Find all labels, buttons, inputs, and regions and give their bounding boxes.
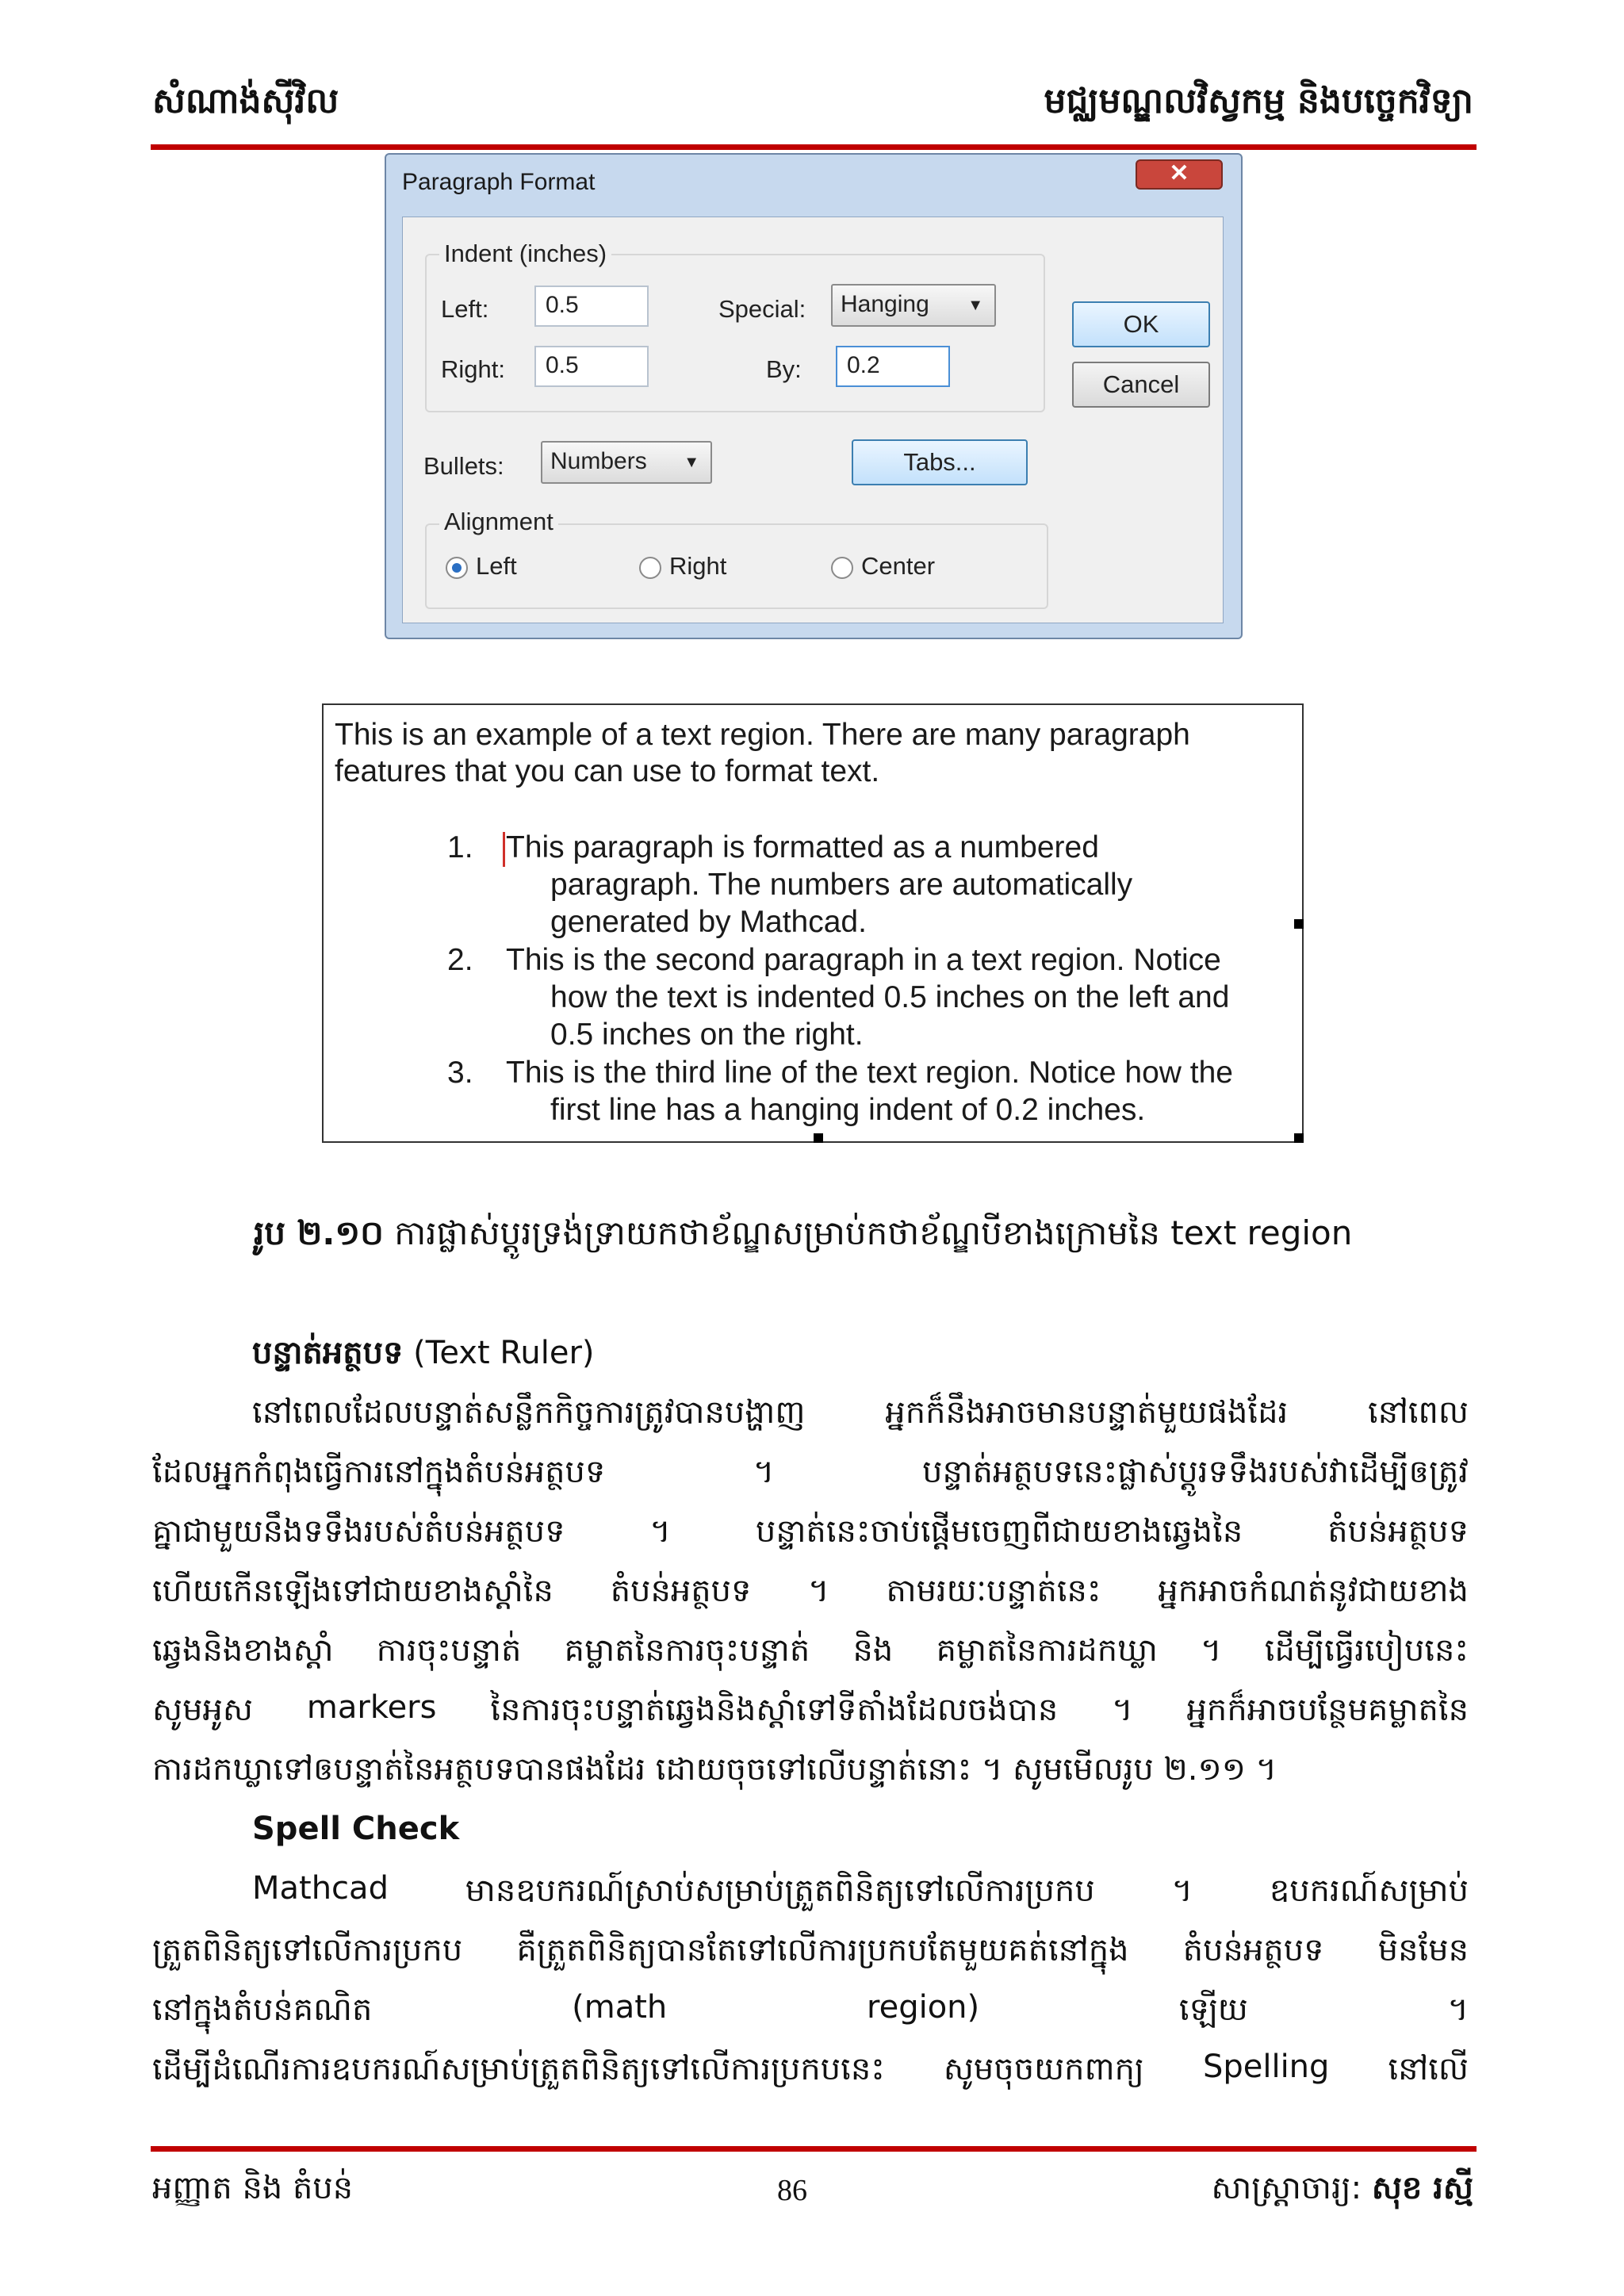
special-dropdown-value: Hanging xyxy=(841,291,929,317)
chevron-down-icon: ▼ xyxy=(684,454,699,471)
text-run: អ្នកក៏នឹងអាចមានបន្ទាត់មួយផងដែរ xyxy=(885,1394,1289,1431)
text-cursor xyxy=(503,832,505,867)
figure-caption-text: ការផ្លាស់ប្តូរទ្រង់ទ្រាយកថាខ័ណ្ឌសម្រាប់កថាខ័ណ្ឌបីខាងក្រោមនៃ text region xyxy=(383,1213,1353,1252)
text-run: ។ xyxy=(1201,1632,1222,1669)
left-indent-field[interactable]: 0.5 xyxy=(534,286,649,327)
paragraph-line xyxy=(152,1930,1469,1976)
text-run: ហើយកើនឡើងទៅជាយខាងស្តាំនៃ xyxy=(152,1573,553,1609)
paragraph-line xyxy=(152,1451,1469,1498)
intro-line-1: This is an example of a text region. There are many paragraph xyxy=(335,718,1190,752)
text-run: គឺត្រួតពិនិត្យបានតែទៅលើការប្រកបតែមួយគត់នៅក្នុង xyxy=(516,1932,1129,1968)
dialog-title: Paragraph Format xyxy=(402,169,596,195)
text-run: ឡើយ xyxy=(1178,1991,1248,2028)
footer-right xyxy=(1211,2168,1473,2214)
special-label: Special: xyxy=(718,295,806,323)
text-run: ដើម្បីធ្វើរបៀបនេះ xyxy=(1264,1632,1469,1669)
list-item-line: This is the second paragraph in a text region. Notice xyxy=(506,943,1221,977)
dialog-body xyxy=(402,217,1224,623)
right-indent-field[interactable]: 0.5 xyxy=(534,346,649,387)
text-run: ការចុះបន្ទាត់ xyxy=(376,1632,522,1669)
list-item-line: This paragraph is formatted as a numbered xyxy=(506,830,1099,864)
list-item-line: generated by Mathcad. xyxy=(550,905,867,939)
bullets-label: Bullets: xyxy=(423,452,504,480)
text-run: Spelling xyxy=(1202,2049,1330,2085)
text-run: ឆ្វេងនិងខាងស្តាំ xyxy=(152,1632,334,1669)
list-item-line: 0.5 inches on the right. xyxy=(550,1018,864,1052)
text-run: តំបន់អត្ថបទ xyxy=(1182,1932,1324,1968)
text-run: អ្នកក៏អាចបន្ថែមគម្លាតនៃ xyxy=(1186,1692,1469,1728)
align-center-label: Center xyxy=(861,552,936,580)
right-indent-label: Right: xyxy=(441,355,505,383)
paragraph-line xyxy=(152,1511,1469,1558)
figure-label: រូប ២.១០ xyxy=(254,1213,384,1252)
text-run: នៃការចុះបន្ទាត់ឆ្វេងនិងស្តាំទៅទីតាំងដែលចង់បាន xyxy=(490,1692,1059,1728)
text-run: តំបន់អត្ថបទ xyxy=(610,1573,752,1609)
list-number: 1. xyxy=(447,830,473,864)
text-run: គម្លាតនៃការចុះបន្ទាត់ xyxy=(564,1632,810,1669)
example-text-region[interactable] xyxy=(322,703,1304,1143)
text-run: គម្លាតនៃការដកឃ្លា xyxy=(936,1632,1158,1669)
list-item-line: how the text is indented 0.5 inches on the left and xyxy=(550,980,1230,1014)
bullets-dropdown[interactable] xyxy=(541,441,712,484)
text-run: ត្រួតពិនិត្យទៅលើការប្រកប xyxy=(152,1932,463,1968)
paragraph-line xyxy=(152,1749,1469,1796)
left-indent-label: Left: xyxy=(441,295,489,323)
indent-group xyxy=(425,254,1045,412)
by-field[interactable]: 0.2 xyxy=(836,346,950,387)
paragraph-line xyxy=(152,1689,1469,1736)
resize-handle[interactable] xyxy=(814,1133,823,1143)
text-run: ។ xyxy=(808,1573,829,1609)
text-run: ដែលអ្នកកំពុងធ្វើការនៅក្នុងតំបន់អត្ថបទ xyxy=(152,1454,606,1490)
text-run: region) xyxy=(867,1989,980,2026)
text-run: អ្នកអាចកំណត់នូវជាយខាង xyxy=(1158,1573,1469,1609)
header-right-title: មជ្ឈមណ្ឌលវិស្វកម្ម និងបច្ចេកវិទ្យា xyxy=(1044,81,1473,121)
close-button[interactable] xyxy=(1136,159,1223,190)
text-run: ។ xyxy=(753,1454,775,1490)
text-run: គ្នាជាមួយនឹងទទឹងរបស់តំបន់អត្ថបទ xyxy=(152,1513,565,1550)
alignment-group-label: Alignment xyxy=(439,508,558,536)
text-run: តាមរយៈបន្ទាត់នេះ xyxy=(886,1573,1101,1609)
text-run: ការដកឃ្លាទៅឲបន្ទាត់នៃអត្ថបទបានផងដែរ ដោយចុចទៅលើបន្ទាត់នោះ ។ សូមមើលរូប ២.១១ ។ xyxy=(152,1751,1277,1788)
special-dropdown[interactable] xyxy=(831,284,996,327)
ok-button[interactable]: OK xyxy=(1072,301,1210,347)
indent-group-label: Indent (inches) xyxy=(439,240,611,268)
section-title-en: (Text Ruler) xyxy=(403,1335,595,1371)
text-run: នៅលើ xyxy=(1388,2051,1469,2087)
align-left-label: Left xyxy=(476,552,517,580)
paragraph-line xyxy=(252,1870,1469,1917)
paragraph-line xyxy=(152,1989,1469,2036)
paragraph-line xyxy=(152,1570,1469,1617)
section-title-spell-check: Spell Check xyxy=(252,1811,460,1847)
text-run: នៅពេល xyxy=(1368,1394,1469,1431)
text-run: សូមចុចយកពាក្យ xyxy=(943,2051,1144,2087)
text-run: ឧបករណ៍សម្រាប់ xyxy=(1269,1872,1469,1909)
list-number: 3. xyxy=(447,1056,473,1090)
resize-handle[interactable] xyxy=(1294,1133,1304,1143)
align-center-radio[interactable] xyxy=(831,557,853,579)
section-title-km: បន្ទាត់អត្ថបទ xyxy=(252,1335,404,1371)
text-run: ដើម្បីដំណើរការឧបករណ៍សម្រាប់ត្រួតពិនិត្យទៅលើការប្រកបនេះ xyxy=(152,2051,885,2087)
resize-handle[interactable] xyxy=(1294,919,1304,929)
paragraph-line xyxy=(252,1392,1469,1439)
footer-rule xyxy=(151,2146,1477,2152)
tabs-button[interactable]: Tabs... xyxy=(852,439,1028,485)
align-left-radio[interactable] xyxy=(446,557,468,579)
text-run: ។ xyxy=(1171,1872,1193,1909)
text-run: តំបន់អត្ថបទ xyxy=(1327,1513,1469,1550)
text-run: នៅក្នុងតំបន់គណិត xyxy=(152,1991,373,2028)
header-rule xyxy=(151,144,1477,150)
text-run: បន្ទាត់នេះចាប់ផ្តើមចេញពីជាយខាងឆ្វេងនៃ xyxy=(755,1513,1243,1550)
text-run: ។ xyxy=(1447,1991,1469,2028)
list-item-line: first line has a hanging indent of 0.2 inches. xyxy=(550,1093,1146,1127)
text-run: មានឧបករណ៍ស្រាប់សម្រាប់ត្រួតពិនិត្យទៅលើការប្រកប xyxy=(465,1872,1095,1909)
text-run: (math xyxy=(572,1989,668,2026)
text-run: markers xyxy=(306,1689,437,1726)
cancel-button[interactable]: Cancel xyxy=(1072,362,1210,408)
text-run: ។ xyxy=(1112,1692,1133,1728)
align-right-radio[interactable] xyxy=(639,557,661,579)
page-number: 86 xyxy=(777,2174,807,2207)
text-run: និង xyxy=(852,1632,894,1669)
paragraph-line xyxy=(152,2049,1469,2095)
footer-author-label: សាស្ត្រាចារ្យ: xyxy=(1211,2170,1372,2206)
text-run: បន្ទាត់អត្ថបទនេះផ្លាស់ប្តូរទទឹងរបស់វាដើម្បីឲត្រូវ xyxy=(922,1454,1469,1490)
figure-caption xyxy=(254,1212,1352,1261)
list-number: 2. xyxy=(447,943,473,977)
section-title-text-ruler xyxy=(252,1332,595,1379)
close-icon: ✕ xyxy=(1169,160,1189,186)
align-right-label: Right xyxy=(669,552,727,580)
chevron-down-icon: ▼ xyxy=(967,297,983,314)
text-run: Mathcad xyxy=(252,1870,389,1907)
text-run: មិនមែន xyxy=(1377,1932,1469,1968)
text-run: ។ xyxy=(649,1513,671,1550)
by-label: By: xyxy=(766,355,802,383)
list-item-line: This is the third line of the text region. Notice how the xyxy=(506,1056,1233,1090)
footer-left: អញ្ញាត និង តំបន់ xyxy=(152,2170,354,2206)
list-item-line: paragraph. The numbers are automatically xyxy=(550,868,1133,902)
intro-line-2: features that you can use to format text. xyxy=(335,754,880,788)
paragraph-line xyxy=(152,1630,1469,1677)
paragraph-format-dialog xyxy=(385,153,1243,639)
footer-author-name: សុខ រស្មី xyxy=(1371,2170,1473,2206)
text-run: នៅពេលដែលបន្ទាត់សន្លឹកកិច្ចការត្រូវបានបង្ហាញ xyxy=(252,1394,806,1431)
header-left-title: សំណាង់ស៊ីវិល xyxy=(152,81,339,121)
alignment-group xyxy=(425,523,1048,609)
bullets-dropdown-value: Numbers xyxy=(550,448,647,474)
text-run: សូមអូស xyxy=(152,1692,253,1728)
